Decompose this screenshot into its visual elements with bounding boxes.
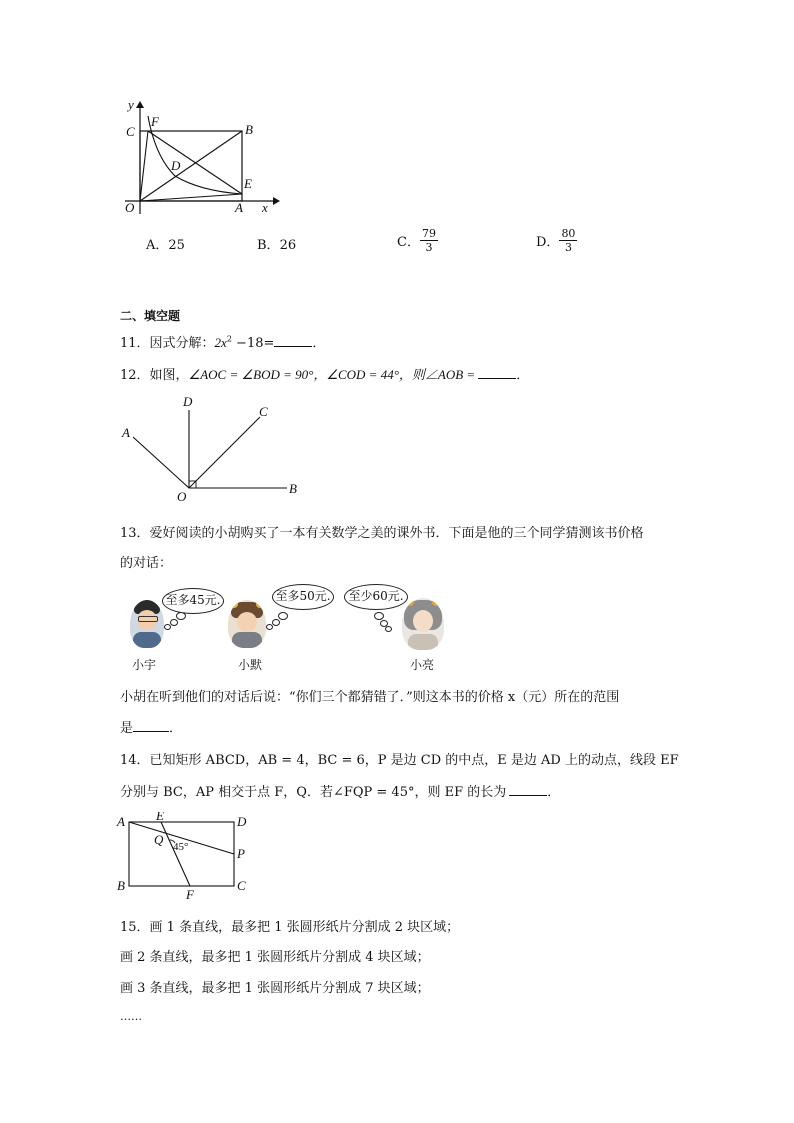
q12-figure — [115, 392, 310, 504]
option-value: 26 — [279, 238, 297, 253]
avatar-xiaoyu — [130, 600, 164, 648]
q13-line4-end: ． — [169, 721, 183, 736]
q10-option-b — [257, 234, 296, 253]
option-value: 25 — [168, 238, 185, 253]
q12-label-o: O — [177, 489, 187, 504]
fraction: $\frac{79}{3}$ — [421, 227, 436, 254]
q14-label-f: F — [186, 887, 194, 900]
thought-dot — [385, 626, 392, 632]
thought-dot — [164, 624, 171, 630]
speech-bubble-xiaoyu: 至多45元. — [162, 588, 224, 614]
q12-condition: ∠AOC = ∠BOD = 90°，∠COD = 44°，则∠AOB = — [188, 367, 476, 382]
question-12 — [120, 364, 529, 383]
q14-label-e: E — [156, 812, 164, 823]
avatar-xiaomo — [228, 600, 266, 648]
q10-option-a — [146, 234, 185, 253]
q13-line-3: 小胡在听到他们的对话后说：“你们三个都猜错了．”则这本书的价格 x（元）所在的范围 — [120, 690, 620, 705]
option-letter: B． — [257, 238, 280, 253]
q13-illustration — [120, 580, 460, 675]
q14-figure — [115, 812, 255, 900]
speech-bubble-xiaomo: 至多50元. — [272, 584, 334, 610]
q14-label-p: P — [237, 846, 245, 861]
answer-blank[interactable] — [478, 378, 516, 379]
q12-label-b: B — [289, 481, 297, 496]
q14-line-1: 14．已知矩形 ABCD，AB = 4，BC = 6，P 是边 CD 的中点，E 是边 AD 上的动点，线段 EF — [120, 753, 679, 768]
q10-label-e: E — [244, 176, 252, 191]
avatar-xiaoliang — [402, 598, 444, 650]
q13-line-1: 13．爱好阅读的小胡购买了一本有关数学之美的课外书．下面是他的三个同学猜测该书价格 — [120, 526, 644, 541]
q12-end: ． — [516, 368, 530, 383]
q15-line-3: 画 3 条直线，最多把 1 张圆形纸片分割成 7 块区域； — [120, 981, 430, 996]
thought-dot — [266, 624, 273, 630]
q10-option-d — [536, 227, 577, 254]
name-xiaoyu: 小宇 — [132, 658, 157, 672]
q12-label-a: A — [122, 425, 130, 440]
q10-label-d: D — [171, 158, 181, 173]
answer-blank[interactable] — [274, 346, 312, 347]
q10-label-y: y — [128, 97, 134, 112]
thought-dot — [272, 619, 280, 626]
q14-line-2 — [120, 781, 560, 800]
q15-line-2: 画 2 条直线，最多把 1 张圆形纸片分割成 4 块区域； — [120, 950, 430, 965]
name-xiaoliang: 小亮 — [410, 658, 435, 672]
q11-expr: 2x — [214, 335, 227, 350]
fraction: $\frac{80}{3}$ — [561, 227, 576, 254]
thought-dot — [374, 612, 384, 620]
q14-line2-text: 分别与 BC，AP 相交于点 F，Q．若∠FQP = 45°，则 EF 的长为 — [120, 785, 507, 800]
q11-prompt: 11．因式分解： — [120, 336, 215, 351]
option-letter: C． — [397, 235, 420, 250]
q10-label-x: x — [262, 200, 268, 215]
q11-expr-tail: −18= — [231, 336, 275, 351]
option-letter: A． — [146, 238, 169, 253]
question-11: 11．因式分解：$2x^2 -18=$ ． — [120, 334, 326, 351]
q12-label-c: C — [259, 404, 268, 419]
q14-label-a: A — [117, 814, 125, 829]
q12-label-d: D — [183, 394, 193, 409]
q14-label-angle: 45° — [173, 841, 189, 853]
q13-line4-prefix: 是 — [120, 721, 134, 736]
name-xiaomo: 小默 — [238, 658, 263, 672]
q13-line-4 — [120, 717, 182, 736]
q10-label-f: F — [151, 114, 159, 129]
q10-label-b: B — [245, 122, 253, 137]
q14-line2-end: ． — [547, 785, 561, 800]
q10-label-o: O — [125, 200, 135, 215]
q12-number: 12．如图， — [120, 368, 189, 383]
section-title: 二、填空题 — [120, 309, 181, 323]
q10-label-a: A — [235, 200, 243, 215]
q10-figure — [115, 96, 285, 218]
q14-label-d: D — [237, 814, 247, 829]
q15-ellipsis: …… — [120, 1010, 142, 1023]
q11-exponent: 2 — [226, 334, 232, 344]
q14-label-q: Q — [154, 832, 164, 847]
q10-option-c — [397, 227, 438, 254]
q14-label-c: C — [237, 878, 246, 893]
answer-blank[interactable] — [133, 731, 169, 732]
q15-line-1: 15．画 1 条直线，最多把 1 张圆形纸片分割成 2 块区域； — [120, 920, 460, 935]
q10-label-c: C — [126, 124, 135, 139]
speech-bubble-xiaoliang: 至少60元. — [344, 584, 408, 610]
thought-dot — [170, 619, 178, 626]
answer-blank[interactable] — [509, 795, 547, 796]
q13-line-2: 的对话： — [120, 556, 173, 571]
q14-label-b: B — [117, 878, 125, 893]
option-letter: D． — [536, 235, 560, 250]
thought-dot — [278, 612, 288, 620]
